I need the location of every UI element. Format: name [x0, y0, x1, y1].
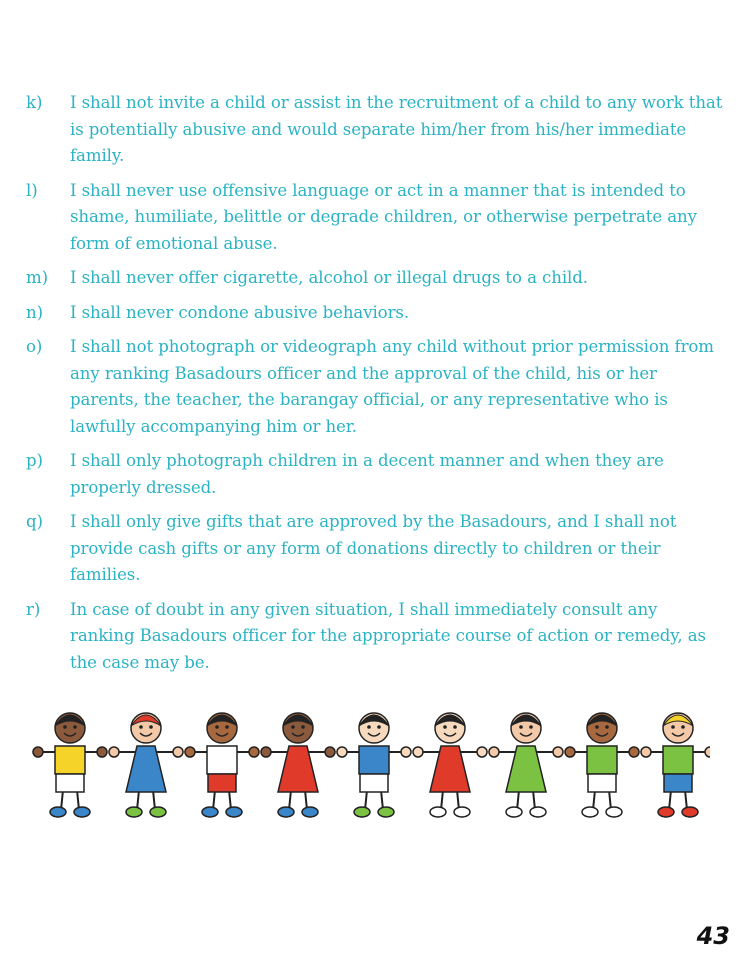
child-figure	[337, 713, 411, 817]
guideline-item	[26, 178, 726, 258]
child-figure	[565, 713, 639, 817]
page-number: 43	[696, 922, 730, 950]
guideline-item	[26, 334, 726, 440]
guideline-item	[26, 448, 726, 501]
item-marker: o)	[26, 337, 43, 356]
child-figure	[33, 713, 107, 817]
item-marker: n)	[26, 302, 43, 322]
item-text: I shall never condone abusive behaviors.	[70, 302, 409, 322]
item-text: I shall only give gifts that are approved by the Basadours, and I shall not provide cash gifts or any form of donations directly to children or their families.	[70, 512, 677, 584]
item-marker: q)	[26, 512, 43, 531]
guideline-item	[26, 265, 726, 292]
item-text: I shall never use offensive language or act in a manner that is intended to shame, humiliate, belittle or degrade children, or otherwise perpetrate any form of emotional abuse.	[70, 180, 697, 253]
item-marker: r)	[26, 599, 41, 619]
guidelines-list	[26, 90, 726, 684]
item-marker: m)	[26, 268, 49, 287]
item-marker: k)	[26, 93, 43, 112]
child-figure	[413, 713, 487, 817]
child-figure	[185, 713, 259, 817]
child-figure	[109, 713, 183, 817]
item-text: I shall not photograph or videograph any child without prior permission from any ranking Basadours officer and the approval of the child, his or her parents, the teacher, the barangay official, or any representative who is lawfully accompanying him or her.	[70, 337, 714, 436]
guideline-item	[26, 300, 726, 327]
item-text: I shall not invite a child or assist in the recruitment of a child to any work that is potentially abusive and would separate him/her from his/her immediate family.	[70, 93, 723, 165]
guideline-item	[26, 509, 726, 589]
item-text: I shall only photograph children in a decent manner and when they are properly dressed.	[70, 451, 664, 497]
guideline-item	[26, 90, 726, 170]
children-holding-hands-illustration	[30, 700, 710, 830]
child-figure	[489, 713, 563, 817]
item-marker: l)	[26, 180, 38, 200]
item-text: I shall never offer cigarette, alcohol or illegal drugs to a child.	[70, 268, 588, 287]
guideline-item	[26, 597, 726, 677]
child-figure	[261, 713, 335, 817]
child-figure	[641, 713, 710, 817]
item-text: In case of doubt in any given situation, I shall immediately consult any ranking Basadours officer for the appropriate course of action or remedy, as the case may be.	[70, 599, 706, 672]
item-marker: p)	[26, 451, 43, 470]
